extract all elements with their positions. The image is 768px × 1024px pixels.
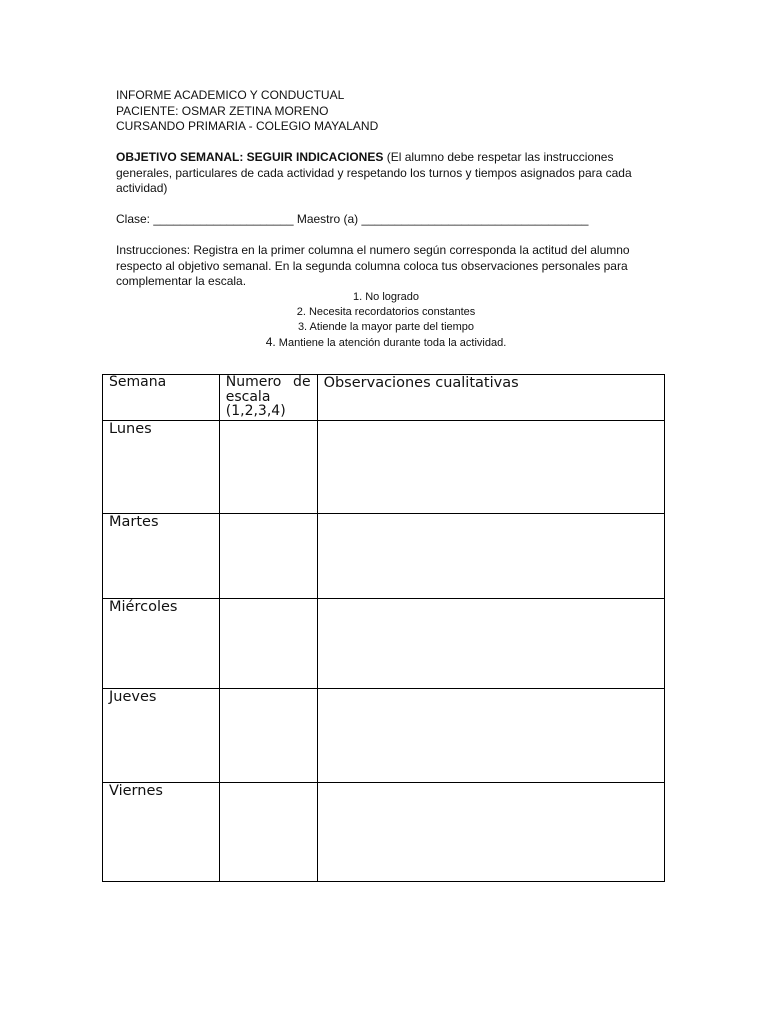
day-cell (103, 783, 220, 882)
scale-cell[interactable] (219, 689, 317, 783)
objective-paragraph (116, 150, 656, 197)
scale-item-4 (116, 335, 656, 351)
class-teacher-line: Clase: _____________________ Maestro (a) __________________________________ (116, 212, 589, 226)
header-week-label: Semana (109, 374, 167, 390)
scale-item-2: 2. Necesita recordatorios constantes (296, 306, 476, 318)
weekly-table (102, 374, 665, 882)
scale-cell[interactable] (219, 421, 317, 514)
report-title: INFORME ACADEMICO Y CONDUCTUAL (116, 88, 345, 102)
day-label: Jueves (109, 689, 157, 705)
table-row (103, 783, 665, 882)
scale-cell[interactable] (219, 783, 317, 882)
scale-list (116, 290, 656, 351)
objective-label: OBJETIVO SEMANAL: SEGUIR INDICACIONES (116, 150, 384, 164)
day-cell (103, 514, 220, 599)
table-header-row (103, 375, 665, 421)
day-label: Lunes (109, 421, 152, 437)
header-cell-observations (317, 375, 664, 421)
day-cell (103, 689, 220, 783)
header-cell-scale (219, 375, 317, 421)
day-cell (103, 421, 220, 514)
day-cell (103, 599, 220, 689)
scale-item-4-text: Mantiene la atención durante toda la actividad. (275, 337, 507, 349)
school-line: CURSANDO PRIMARIA - COLEGIO MAYALAND (116, 119, 379, 133)
objective-text: (El alumno debe respetar las instrucciones generales, particulares de cada actividad y respetando los turnos y tiempos asignados para cada actividad) (116, 150, 632, 195)
observations-cell[interactable] (317, 783, 664, 882)
scale-item-3: 3. Atiende la mayor parte del tiempo (297, 321, 475, 333)
scale-item-1: 1. No logrado (352, 291, 420, 303)
scale-cell[interactable] (219, 599, 317, 689)
day-label: Viernes (109, 783, 163, 799)
patient-line: PACIENTE: OSMAR ZETINA MORENO (116, 103, 329, 118)
table-row (103, 514, 665, 599)
day-label: Miércoles (109, 599, 178, 615)
scale-item-4-number: 4. (265, 335, 276, 349)
scale-cell[interactable] (219, 514, 317, 599)
header-scale-label: Numero de escala (1,2,3,4) (225, 374, 311, 419)
day-label: Martes (109, 514, 159, 530)
observations-cell[interactable] (317, 514, 664, 599)
table-row (103, 689, 665, 783)
observations-cell[interactable] (317, 421, 664, 514)
observations-cell[interactable] (317, 689, 664, 783)
instructions-paragraph: Instrucciones: Registra en la primer columna el numero según corresponda la actitud del alumno respecto al objetivo semanal. En la segunda columna coloca tus observaciones personales para complementar la escala. (116, 243, 630, 288)
header-observations-label: Observaciones cualitativas (323, 375, 519, 391)
table-row (103, 421, 665, 514)
report-header (116, 88, 656, 135)
observations-cell[interactable] (317, 599, 664, 689)
header-cell-week (103, 375, 220, 421)
table-row (103, 599, 665, 689)
